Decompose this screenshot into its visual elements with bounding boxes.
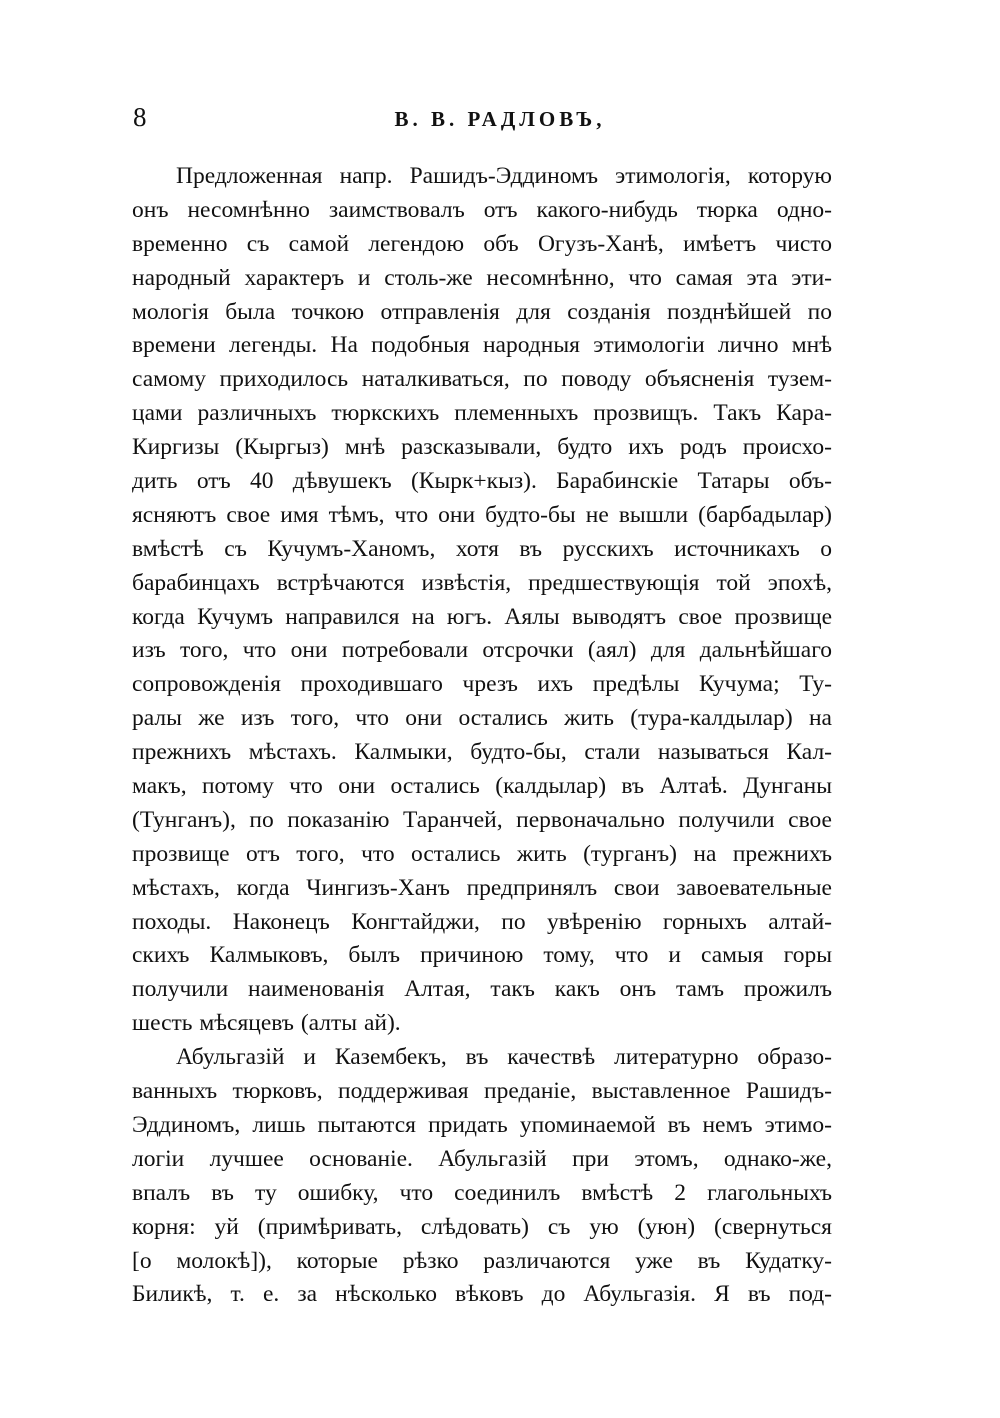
text-line: Абульгазій и Казембекъ, въ качествѣ литературно образо- (176, 1044, 832, 1071)
text-line: скихъ Калмыковъ, былъ причиною тому, что и самыя горы (132, 942, 832, 969)
text-line: (Тунганъ), по показанію Таранчей, первоначально получили свое (132, 806, 832, 833)
running-head: В. В. РАДЛОВЪ, (394, 107, 606, 131)
text-line: сопровожденія проходившаго чрезъ ихъ предѣлы Кучума; Ту- (132, 671, 832, 698)
text-line: ясняютъ свое имя тѣмъ, что они будто-бы не вышли (барбадылар) (132, 501, 832, 528)
text-line: ралы же изъ того, что они остались жить (тура-калдылар) на (132, 705, 832, 732)
text-line: корня: уй (примѣривать, слѣдовать) съ ую (уюн) (свернуться (132, 1213, 832, 1240)
text-line: цами различныхъ тюркскихъ племенныхъ прозвищъ. Такъ Кара- (132, 400, 832, 427)
text-line: Предложенная напр. Рашидъ-Эддиномъ этимологія, которую (176, 163, 832, 189)
text-line: мологія была точкою отправленія для созданія позднѣйшей по (132, 298, 832, 325)
text-line: прежнихъ мѣстахъ. Калмыки, будто-бы, стали называться Кал- (132, 739, 832, 766)
text-line: когда Кучумъ направился на югъ. Аялы выводятъ свое прозвище (132, 603, 832, 630)
page-number: 8 (133, 102, 147, 132)
paragraph-2 (132, 1041, 832, 1312)
paragraph-1 (132, 160, 832, 1041)
text-line: шесть мѣсяцевъ (алты ай). (132, 1010, 401, 1037)
text-line: Киргизы (Кыргыз) мнѣ разсказывали, будто ихъ родъ происхо- (132, 434, 832, 461)
text-line: ванныхъ тюрковъ, поддерживая преданіе, выставленное Рашидъ- (132, 1078, 832, 1105)
text-line: барабинцахъ встрѣчаются извѣстія, предшествующія той эпохѣ, (132, 569, 832, 596)
text-line: вмѣстѣ съ Кучумъ-Ханомъ, хотя въ русскихъ источникахъ о (132, 535, 832, 562)
text-line: народный характеръ и столь-же несомнѣнно, что самая эта эти- (132, 264, 832, 291)
text-line: прозвище отъ того, что остались жить (турганъ) на прежнихъ (132, 840, 832, 867)
text-line: временно съ самой легендою объ Огузъ-Ханѣ, имѣетъ чисто (132, 230, 832, 257)
body-text (132, 160, 832, 1312)
text-line: онъ несомнѣнно заимствовалъ отъ какого-нибудь тюрка одно- (132, 196, 832, 223)
text-line: впалъ въ ту ошибку, что соединилъ вмѣстѣ 2 глагольныхъ (132, 1179, 832, 1206)
text-line: времени легенды. На подобныя народныя этимологіи лично мнѣ (132, 332, 832, 359)
text-line: дить отъ 40 дѣвушекъ (Кырк+кыз). Барабинскіе Татары объ- (132, 468, 832, 495)
text-line: Эддиномъ, лишь пытаются придать упоминаемой въ немъ этимо- (132, 1111, 832, 1138)
text-line: [о молокѣ]), которые рѣзко различаются уже въ Кудатку- (132, 1247, 832, 1274)
text-line: Биликѣ, т. е. за нѣсколько вѣковъ до Абульгазія. Я въ под- (132, 1281, 832, 1308)
text-line: самому приходилось наталкиваться, по поводу объясненія тузем- (132, 366, 832, 393)
text-line: мѣстахъ, когда Чингизъ-Ханъ предпринялъ свои завоевательные (132, 874, 832, 901)
text-line: изъ того, что они потребовали отсрочки (аял) для дальнѣйшаго (132, 637, 832, 664)
text-line: макъ, потому что они остались (калдылар) въ Алтаѣ. Дунганы (132, 773, 832, 800)
text-line: получили наименованія Алтая, такъ какъ онъ тамъ прожилъ (132, 976, 832, 1003)
text-line: логіи лучшее основаніе. Абульгазій при этомъ, однако-же, (132, 1145, 832, 1172)
text-line: походы. Наконецъ Конгтайджи, по увѣренію горныхъ алтай- (132, 908, 832, 935)
